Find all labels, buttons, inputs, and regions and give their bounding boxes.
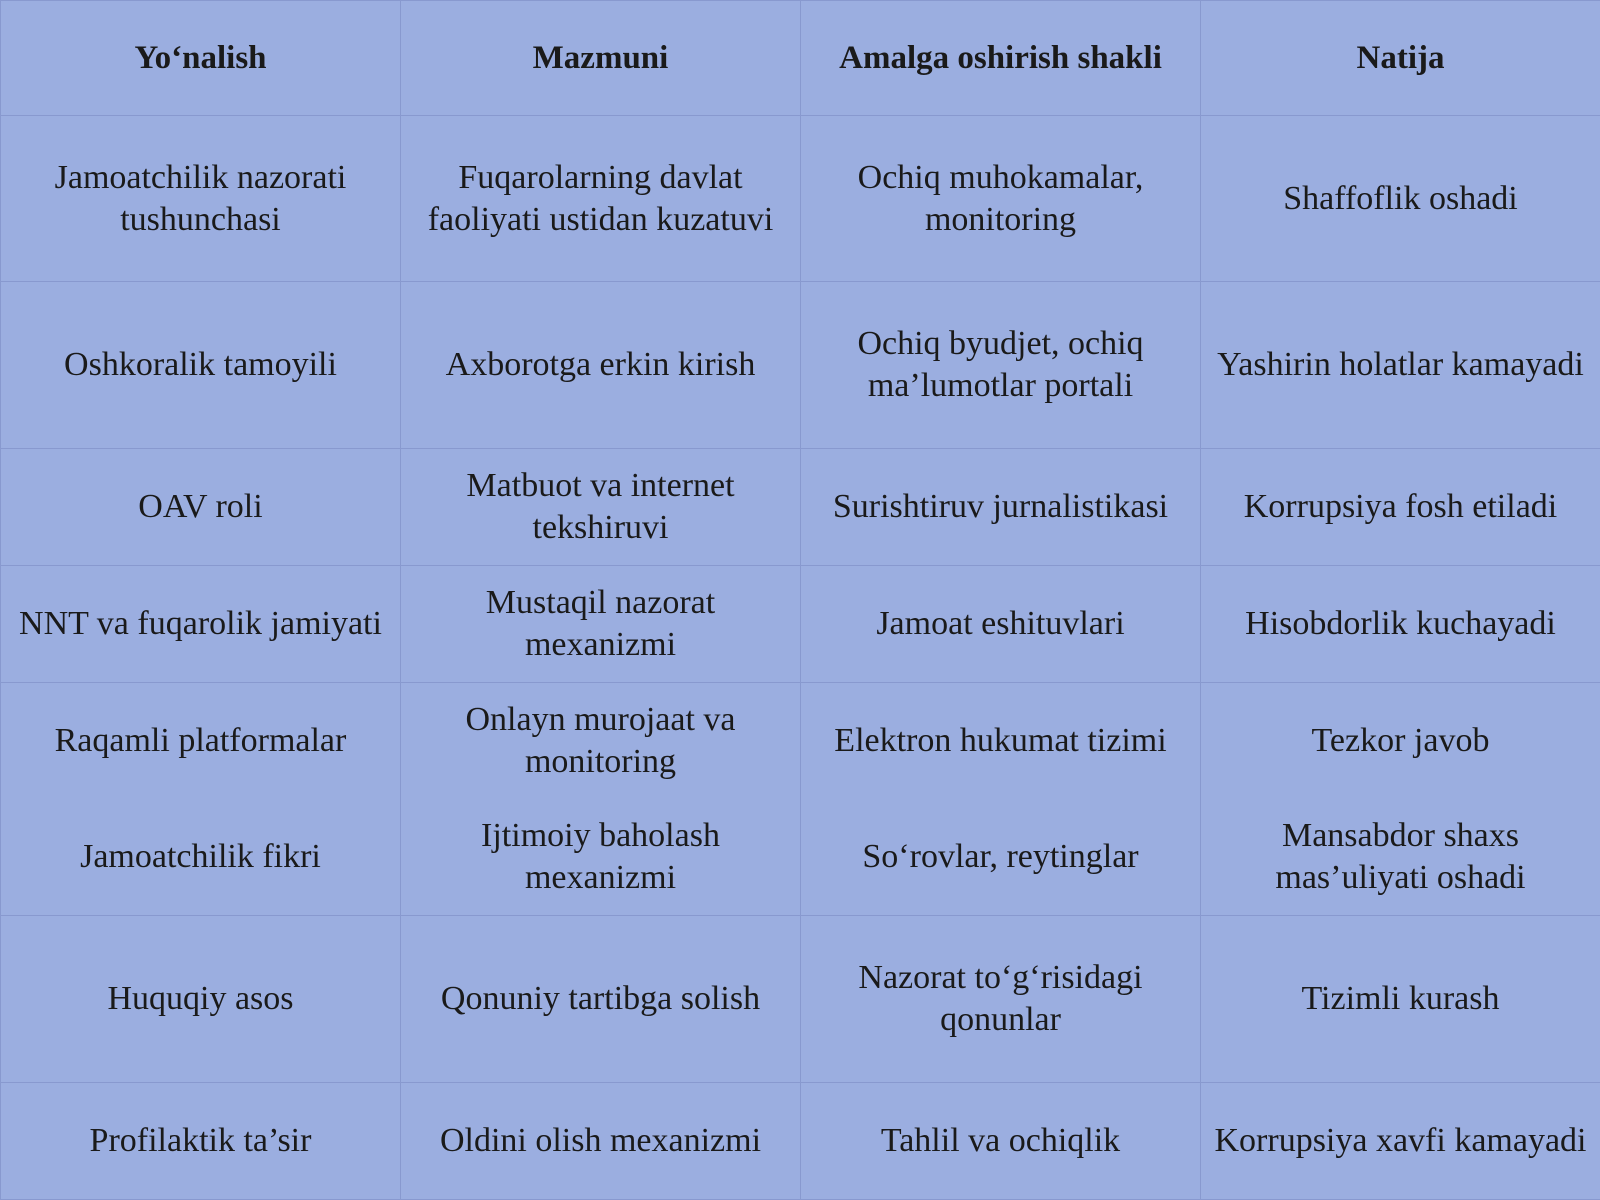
table-cell: Nazorat to‘g‘risidagi qonunlar: [801, 916, 1201, 1082]
table-cell: Oldini olish mexanizmi: [401, 1082, 801, 1199]
header-cell-amalga-oshirish-shakli: Amalga oshirish shakli: [801, 1, 1201, 116]
table-row: [1, 799, 1600, 916]
table-cell: Surishtiruv jurnalistikasi: [801, 448, 1201, 565]
header-cell-yonalish: Yo‘nalish: [1, 1, 401, 116]
table-cell: NNT va fuqarolik jamiyati: [1, 565, 401, 682]
table-cell: So‘rovlar, reytinglar: [801, 799, 1201, 916]
table-row: [1, 916, 1600, 1082]
table-cell: Ochiq byudjet, ochiq ma’lumotlar portali: [801, 282, 1201, 448]
table-cell: Ochiq muhokamalar, monitoring: [801, 116, 1201, 282]
header-cell-natija: Natija: [1201, 1, 1600, 116]
table-cell: Huquqiy asos: [1, 916, 401, 1082]
table-cell: Hisobdorlik kuchayadi: [1201, 565, 1600, 682]
table-cell: Jamoatchilik nazorati tushunchasi: [1, 116, 401, 282]
table-cell: Mansabdor shaxs mas’uliyati oshadi: [1201, 799, 1600, 916]
table-cell: Ijtimoiy baholash mexanizmi: [401, 799, 801, 916]
table-row: [1, 565, 1600, 682]
table-row: [1, 1082, 1600, 1199]
table-row: [1, 683, 1600, 800]
header-row: [1, 1, 1600, 116]
table-cell: Mustaqil nazorat mexanizmi: [401, 565, 801, 682]
table-row: [1, 282, 1600, 448]
table-cell: Profilaktik ta’sir: [1, 1082, 401, 1199]
table-cell: Korrupsiya xavfi kamayadi: [1201, 1082, 1600, 1199]
table-cell: Tizimli kurash: [1201, 916, 1600, 1082]
table-cell: Tezkor javob: [1201, 683, 1600, 800]
table-cell: Elektron hukumat tizimi: [801, 683, 1201, 800]
table-cell: Qonuniy tartibga solish: [401, 916, 801, 1082]
table-cell: Jamoatchilik fikri: [1, 799, 401, 916]
table-cell: Fuqarolarning davlat faoliyati ustidan kuzatuvi: [401, 116, 801, 282]
table-cell: Matbuot va internet tekshiruvi: [401, 448, 801, 565]
table-cell: Shaffoflik oshadi: [1201, 116, 1600, 282]
table-cell: Jamoat eshituvlari: [801, 565, 1201, 682]
table-row: [1, 116, 1600, 282]
header-cell-mazmuni: Mazmuni: [401, 1, 801, 116]
table-cell: Yashirin holatlar kamayadi: [1201, 282, 1600, 448]
table-cell: Onlayn murojaat va monitoring: [401, 683, 801, 800]
table-row: [1, 448, 1600, 565]
table-cell: Korrupsiya fosh etiladi: [1201, 448, 1600, 565]
table-cell: Raqamli platformalar: [1, 683, 401, 800]
table-cell: OAV roli: [1, 448, 401, 565]
table-cell: Oshkoralik tamoyili: [1, 282, 401, 448]
table-cell: Axborotga erkin kirish: [401, 282, 801, 448]
table-cell: Tahlil va ochiqlik: [801, 1082, 1201, 1199]
